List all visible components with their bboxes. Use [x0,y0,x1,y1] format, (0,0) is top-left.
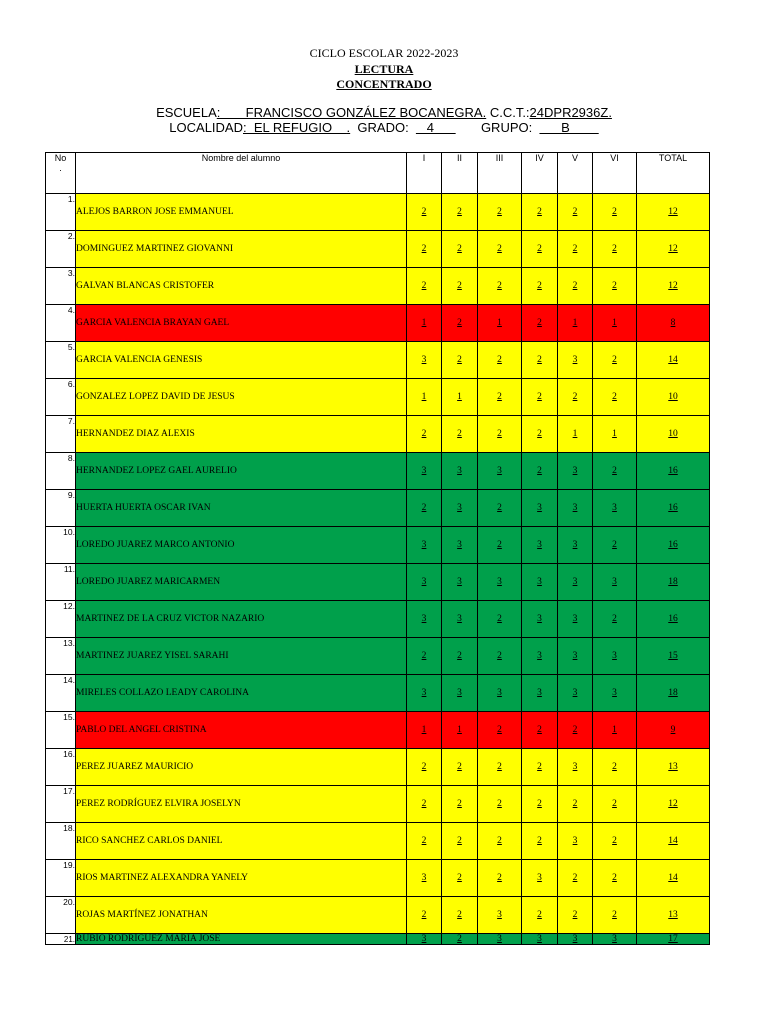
score-cell: 2 [442,786,478,823]
grades-table [45,152,710,945]
student-rows [46,194,710,945]
score-cell: 3 [442,490,478,527]
score-cell: 2 [522,231,558,268]
score-cell: 2 [478,342,522,379]
table-row [46,749,710,786]
cct-label: C.C.T.: [486,105,530,120]
row-number: 11. [46,564,76,601]
score-cell: 2 [593,786,637,823]
document-title: CONCENTRADO [336,77,432,91]
score-cell: 2 [478,823,522,860]
score-cell: 1 [442,712,478,749]
student-name: GARCIA VALENCIA GENESIS [76,342,407,379]
table-row [46,379,710,416]
score-cell: 3 [558,675,593,712]
table-row [46,786,710,823]
locality-line [0,120,768,135]
score-cell: 2 [522,416,558,453]
score-cell: 3 [407,527,442,564]
table-row [46,305,710,342]
score-cell: 2 [522,749,558,786]
row-number: 9. [46,490,76,527]
table-row [46,194,710,231]
score-cell: 2 [593,231,637,268]
score-cell: 2 [442,897,478,934]
row-number: 2. [46,231,76,268]
table-row [46,416,710,453]
score-cell: 3 [522,527,558,564]
student-name: HERNANDEZ LOPEZ GAEL AURELIO [76,453,407,490]
score-cell: 2 [522,453,558,490]
total-cell: 14 [637,860,710,897]
score-cell: 2 [407,231,442,268]
table-row [46,934,710,945]
score-cell: 3 [593,490,637,527]
total-cell: 15 [637,638,710,675]
table-row [46,675,710,712]
student-name: LOREDO JUAREZ MARCO ANTONIO [76,527,407,564]
school-line [0,105,768,120]
score-cell: 3 [478,675,522,712]
score-cell: 3 [558,601,593,638]
student-name: ALEJOS BARRON JOSE EMMANUEL [76,194,407,231]
score-cell: 2 [407,749,442,786]
table-row [46,823,710,860]
score-cell: 2 [593,194,637,231]
row-number: 5. [46,342,76,379]
row-number: 19. [46,860,76,897]
score-cell: 3 [407,934,442,945]
student-name: HUERTA HUERTA OSCAR IVAN [76,490,407,527]
score-cell: 1 [478,305,522,342]
total-cell: 12 [637,231,710,268]
row-number: 17. [46,786,76,823]
total-cell: 14 [637,342,710,379]
score-cell: 2 [407,416,442,453]
total-cell: 13 [637,749,710,786]
score-cell: 2 [558,379,593,416]
score-cell: 2 [442,194,478,231]
student-name: RIOS MARTINEZ ALEXANDRA YANELY [76,860,407,897]
score-cell: 2 [478,379,522,416]
table-row [46,527,710,564]
row-number: 21. [46,934,76,945]
total-cell: 12 [637,786,710,823]
score-cell: 3 [407,564,442,601]
score-cell: 2 [407,897,442,934]
total-cell: 16 [637,601,710,638]
table-row [46,638,710,675]
row-number: 13. [46,638,76,675]
score-cell: 2 [478,638,522,675]
column-header-ii: II [442,153,478,194]
score-cell: 2 [522,379,558,416]
score-cell: 2 [558,786,593,823]
score-cell: 3 [407,860,442,897]
score-cell: 2 [558,231,593,268]
score-cell: 1 [407,712,442,749]
student-name: PABLO DEL ANGEL CRISTINA [76,712,407,749]
score-cell: 2 [558,712,593,749]
row-number: 7. [46,416,76,453]
table-row [46,342,710,379]
score-cell: 1 [593,712,637,749]
row-number: 14. [46,675,76,712]
score-cell: 3 [522,601,558,638]
school-value: : FRANCISCO GONZÁLEZ BOCANEGRA. [216,105,487,120]
row-number: 3. [46,268,76,305]
score-cell: 2 [442,860,478,897]
total-header: TOTAL [637,153,710,194]
score-cell: 3 [593,934,637,945]
column-header-iii: III [478,153,522,194]
row-number: 1. [46,194,76,231]
student-name: MARTINEZ JUAREZ YISEL SARAHI [76,638,407,675]
score-cell: 2 [593,823,637,860]
score-cell: 1 [558,416,593,453]
column-header-v: V [558,153,593,194]
subject-title: LECTURA [354,62,414,76]
score-cell: 1 [593,305,637,342]
column-header-i: I [407,153,442,194]
score-cell: 3 [407,675,442,712]
row-number: 6. [46,379,76,416]
school-cycle: CICLO ESCOLAR 2022-2023 [309,46,459,60]
student-name: DOMINGUEZ MARTINEZ GIOVANNI [76,231,407,268]
score-cell: 3 [407,453,442,490]
score-cell: 3 [558,453,593,490]
score-cell: 2 [442,305,478,342]
total-cell: 9 [637,712,710,749]
score-cell: 2 [522,268,558,305]
score-cell: 2 [442,749,478,786]
score-cell: 3 [442,675,478,712]
total-cell: 8 [637,305,710,342]
score-cell: 3 [522,490,558,527]
score-cell: 2 [442,342,478,379]
score-cell: 2 [407,786,442,823]
student-name-header: Nombre del alumno [76,153,407,194]
row-number: 4. [46,305,76,342]
score-cell: 2 [407,194,442,231]
table-row [46,453,710,490]
table-row [46,490,710,527]
grade-label: GRADO: [350,120,416,135]
score-cell: 3 [442,564,478,601]
score-cell: 3 [558,638,593,675]
score-cell: 1 [593,416,637,453]
student-name: RICO SANCHEZ CARLOS DANIEL [76,823,407,860]
score-cell: 2 [407,638,442,675]
score-cell: 3 [558,342,593,379]
score-cell: 3 [558,564,593,601]
student-name: MARTINEZ DE LA CRUZ VICTOR NAZARIO [76,601,407,638]
group-label: GRUPO: [455,120,540,135]
score-cell: 2 [442,638,478,675]
total-cell: 12 [637,268,710,305]
table-row [46,860,710,897]
score-cell: 2 [593,601,637,638]
row-number: 8. [46,453,76,490]
student-name: MIRELES COLLAZO LEADY CAROLINA [76,675,407,712]
table-row [46,564,710,601]
row-number: 20. [46,897,76,934]
score-cell: 2 [593,860,637,897]
locality-end: . [346,120,351,135]
score-cell: 2 [478,490,522,527]
grade-value: 4 [415,120,456,135]
score-cell: 3 [442,601,478,638]
total-cell: 18 [637,675,710,712]
total-cell: 16 [637,490,710,527]
total-cell: 10 [637,379,710,416]
score-cell: 2 [593,342,637,379]
total-cell: 13 [637,897,710,934]
score-cell: 2 [522,823,558,860]
total-cell: 10 [637,416,710,453]
score-cell: 2 [478,786,522,823]
score-cell: 2 [522,786,558,823]
score-cell: 2 [478,860,522,897]
score-cell: 3 [522,638,558,675]
student-name: RUBIO RODRÍGUEZ MARIA JOSE [76,934,407,945]
school-label: ESCUELA [156,105,217,120]
score-cell: 3 [558,527,593,564]
score-cell: 2 [478,749,522,786]
student-name: HERNANDEZ DIAZ ALEXIS [76,416,407,453]
score-cell: 2 [558,194,593,231]
score-cell: 2 [442,416,478,453]
score-cell: 1 [442,379,478,416]
score-cell: 3 [593,675,637,712]
score-cell: 3 [478,453,522,490]
row-number: 16. [46,749,76,786]
score-cell: 2 [478,416,522,453]
score-cell: 3 [442,527,478,564]
score-cell: 2 [558,897,593,934]
score-cell: 2 [442,231,478,268]
score-cell: 3 [522,675,558,712]
score-cell: 2 [593,453,637,490]
score-cell: 3 [478,934,522,945]
score-cell: 2 [593,749,637,786]
table-row [46,712,710,749]
score-cell: 2 [522,712,558,749]
score-cell: 2 [407,823,442,860]
score-cell: 2 [407,490,442,527]
score-cell: 3 [558,823,593,860]
table-row [46,268,710,305]
score-cell: 3 [478,897,522,934]
total-cell: 16 [637,453,710,490]
row-number: 18. [46,823,76,860]
score-cell: 3 [407,342,442,379]
student-name: GALVAN BLANCAS CRISTOFER [76,268,407,305]
score-cell: 3 [522,934,558,945]
total-cell: 12 [637,194,710,231]
score-cell: 3 [522,860,558,897]
score-cell: 2 [522,305,558,342]
score-cell: 2 [478,268,522,305]
locality-value: : EL REFUGIO [243,120,347,135]
table-row [46,231,710,268]
score-cell: 3 [558,749,593,786]
score-cell: 1 [558,305,593,342]
score-cell: 2 [522,342,558,379]
score-cell: 3 [407,601,442,638]
score-cell: 3 [593,638,637,675]
total-cell: 18 [637,564,710,601]
student-name: GARCIA VALENCIA BRAYAN GAEL [76,305,407,342]
score-cell: 2 [478,601,522,638]
score-cell: 2 [522,194,558,231]
total-cell: 16 [637,527,710,564]
group-value: B [539,120,599,135]
student-name: PEREZ JUAREZ MAURICIO [76,749,407,786]
score-cell: 2 [558,268,593,305]
score-cell: 2 [593,379,637,416]
score-cell: 2 [442,934,478,945]
score-cell: 2 [442,268,478,305]
score-cell: 2 [593,527,637,564]
table-row [46,601,710,638]
score-cell: 2 [478,712,522,749]
student-name: ROJAS MARTÍNEZ JONATHAN [76,897,407,934]
score-cell: 2 [407,268,442,305]
student-name: GONZALEZ LOPEZ DAVID DE JESUS [76,379,407,416]
locality-label: LOCALIDAD [169,120,243,135]
score-cell: 3 [558,490,593,527]
total-cell: 14 [637,823,710,860]
score-cell: 2 [522,897,558,934]
score-cell: 2 [558,860,593,897]
score-cell: 1 [407,379,442,416]
score-cell: 3 [478,564,522,601]
column-header-vi: VI [593,153,637,194]
score-cell: 3 [522,564,558,601]
cct-value: 24DPR2936Z. [529,105,612,120]
score-cell: 3 [558,934,593,945]
table-row [46,897,710,934]
number-header: No . [46,153,76,194]
score-cell: 2 [442,823,478,860]
student-name: PEREZ RODRÍGUEZ ELVIRA JOSELYN [76,786,407,823]
score-cell: 3 [593,564,637,601]
score-cell: 1 [407,305,442,342]
score-cell: 3 [442,453,478,490]
score-cell: 2 [478,231,522,268]
score-cell: 2 [478,194,522,231]
score-cell: 2 [478,527,522,564]
column-header-iv: IV [522,153,558,194]
row-number: 10. [46,527,76,564]
student-name: LOREDO JUAREZ MARICARMEN [76,564,407,601]
row-number: 12. [46,601,76,638]
score-cell: 2 [593,268,637,305]
row-number: 15. [46,712,76,749]
table-header-row [46,153,710,194]
score-cell: 2 [593,897,637,934]
total-cell: 17 [637,934,710,945]
